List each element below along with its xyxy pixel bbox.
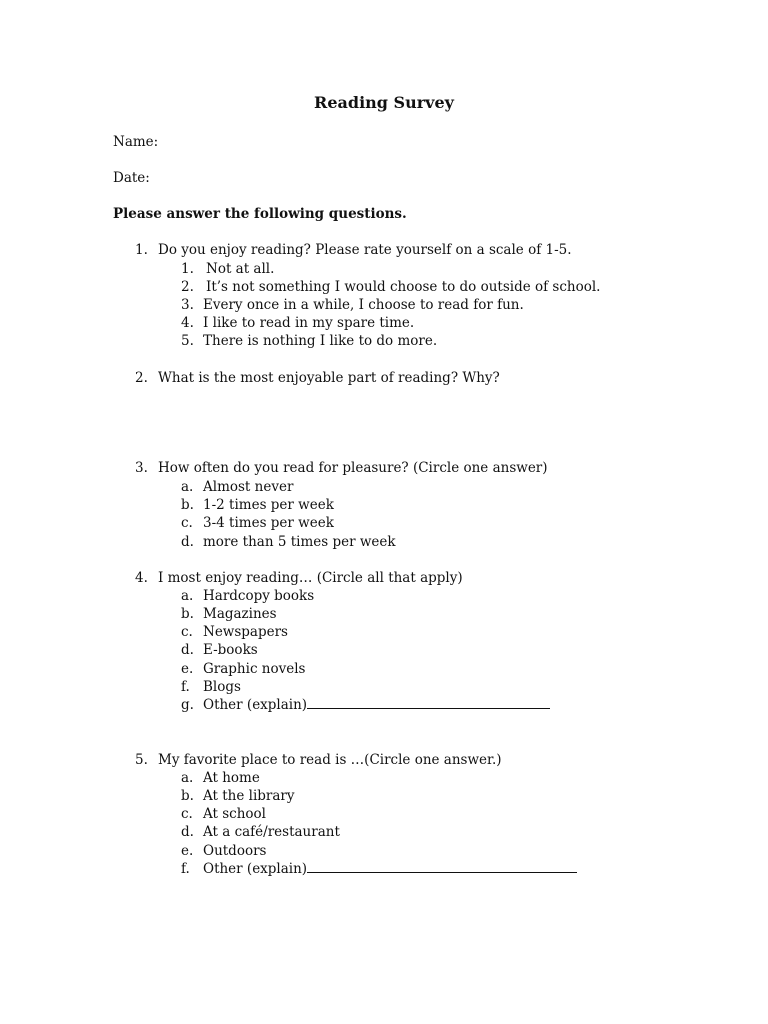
option-marker: f. [181, 861, 190, 877]
option-marker: d. [181, 534, 194, 550]
option-text: It’s not something I would choose to do outside of school. [206, 279, 601, 295]
explain-blank-line[interactable] [307, 698, 550, 709]
option-marker: b. [181, 606, 194, 622]
option-marker: a. [181, 770, 194, 786]
option-marker: g. [181, 697, 194, 713]
option-text: Not at all. [206, 261, 275, 277]
question-number: 1. [135, 242, 148, 258]
option-text: Hardcopy books [203, 588, 315, 604]
option-marker: c. [181, 806, 193, 822]
option-text: I like to read in my spare time. [203, 315, 415, 331]
option-marker: c. [181, 624, 193, 640]
question-text: What is the most enjoyable part of reading? Why? [158, 370, 500, 386]
page-title: Reading Survey [314, 93, 454, 112]
instructions: Please answer the following questions. [113, 206, 407, 222]
option-text: E-books [203, 642, 258, 658]
option-marker: a. [181, 479, 194, 495]
option-text: 3-4 times per week [203, 515, 334, 531]
option-text: Newspapers [203, 624, 288, 640]
option-text: more than 5 times per week [203, 534, 396, 550]
question-text: I most enjoy reading… (Circle all that apply) [158, 570, 463, 586]
option-text: There is nothing I like to do more. [203, 333, 438, 349]
question-number: 2. [135, 370, 148, 386]
option-marker: 1. [181, 261, 194, 277]
option-text [203, 697, 550, 713]
option-marker: f. [181, 679, 190, 695]
option-text: At school [203, 806, 266, 822]
question-number: 5. [135, 752, 148, 768]
option-text: Almost never [203, 479, 294, 495]
option-marker: d. [181, 824, 194, 840]
option-text: Outdoors [203, 843, 267, 859]
question-text: How often do you read for pleasure? (Circle one answer) [158, 460, 548, 476]
option-marker: d. [181, 642, 194, 658]
option-marker: b. [181, 788, 194, 804]
option-marker: e. [181, 661, 194, 677]
option-text [203, 861, 577, 877]
explain-blank-line[interactable] [307, 862, 577, 873]
option-text: At the library [203, 788, 295, 804]
option-marker: a. [181, 588, 194, 604]
option-marker: 5. [181, 333, 194, 349]
question-text: My favorite place to read is …(Circle one answer.) [158, 752, 502, 768]
option-text: 1-2 times per week [203, 497, 334, 513]
question-number: 3. [135, 460, 148, 476]
option-text: Magazines [203, 606, 277, 622]
option-marker: b. [181, 497, 194, 513]
option-text: At a café/restaurant [203, 824, 340, 840]
name-label: Name: [113, 134, 159, 150]
option-marker: e. [181, 843, 194, 859]
question-number: 4. [135, 570, 148, 586]
option-marker: c. [181, 515, 193, 531]
option-marker: 4. [181, 315, 194, 331]
option-label: Other (explain) [203, 861, 308, 877]
option-marker: 2. [181, 279, 194, 295]
option-label: Other (explain) [203, 697, 308, 713]
option-text: Blogs [203, 679, 241, 695]
option-text: At home [203, 770, 260, 786]
option-text: Every once in a while, I choose to read for fun. [203, 297, 524, 313]
option-text: Graphic novels [203, 661, 306, 677]
date-label: Date: [113, 170, 150, 186]
question-text: Do you enjoy reading? Please rate yourself on a scale of 1-5. [158, 242, 572, 258]
option-marker: 3. [181, 297, 194, 313]
